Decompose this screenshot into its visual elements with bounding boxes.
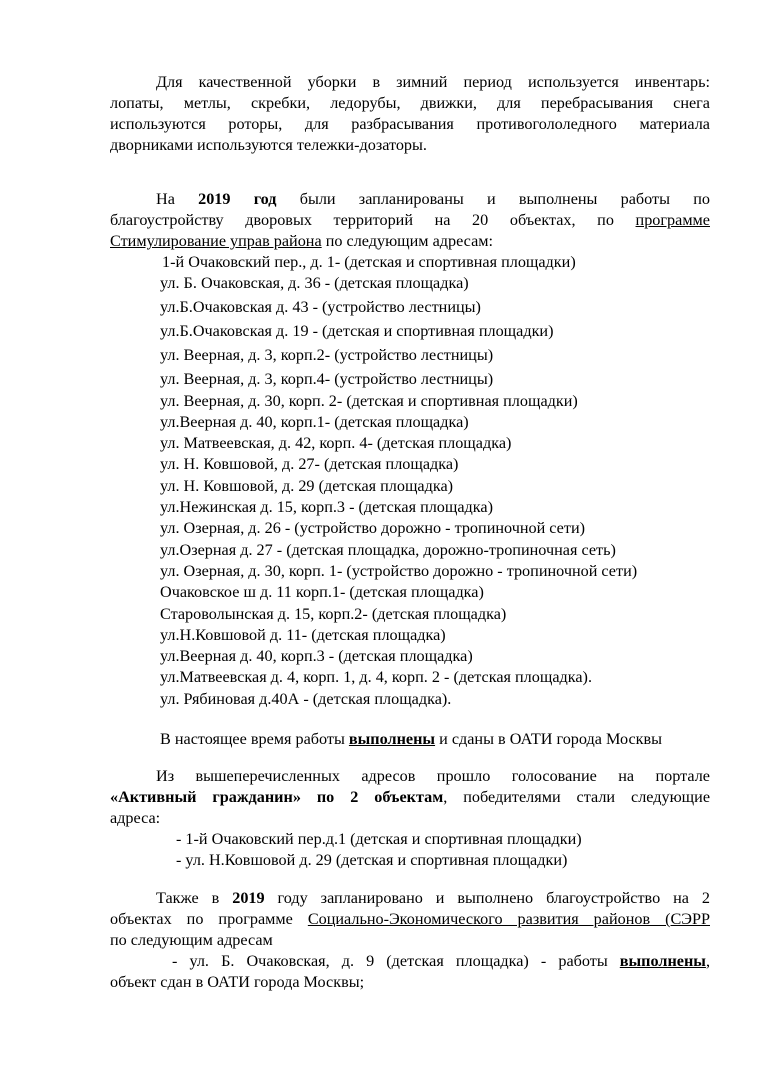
text-fragment: по следующим адресам: (321, 232, 493, 250)
paragraph-line: Из вышеперечисленных адресов прошло голосование на портале (156, 767, 710, 785)
list-item: ул. Н. Ковшовой, д. 29 (детская площадка) (160, 476, 454, 495)
text-fragment: были запланированы и выполнены работы по (276, 190, 710, 208)
list-item: ул.Веерная д. 40, корп.1- (детская площадка) (160, 412, 469, 431)
completed-bold: выполнены (619, 952, 706, 970)
text-fragment: , (705, 952, 710, 970)
list-item: ул. Веерная, д. 30, корп. 2- (детская и спортивная площадки) (160, 391, 578, 410)
text-fragment: В настоящее время работы (160, 730, 349, 748)
completed-bold: выполнены (348, 730, 436, 748)
paragraph-2019-works (110, 189, 710, 252)
text-fragment: объектах по программе (110, 910, 308, 928)
paragraph-line: используются роторы, для разбрасывания противогололедного материала (110, 115, 710, 133)
text-fragment: году запланировано и выполнено благоустройство на 2 (264, 889, 710, 907)
list-item: ул. Озерная, д. 26 - (устройство дорожно - тропиночной сети) (160, 519, 585, 538)
paragraph-line (110, 787, 710, 808)
program-underlined: программе (635, 211, 710, 229)
paragraph-line (110, 888, 710, 909)
paragraph-line: Для качественной уборки в зимний период используется инвентарь: (156, 73, 710, 91)
list-item: 1-й Очаковский пер., д. 1- (детская и спортивная площадки) (162, 253, 576, 271)
address-list (160, 252, 637, 710)
text-fragment: - ул. Б. Очаковская, д. 9 (детская площадка) - работы (172, 952, 620, 970)
list-item: ул. Б. Очаковская, д. 36 - (детская площадка) (160, 274, 469, 293)
text-fragment: , победителями стали следующие (443, 788, 710, 806)
list-item: ул.Озерная д. 27 - (детская площадка, дорожно-тропиночная сеть) (160, 540, 616, 559)
paragraph-line: дворниками используются тележки-дозаторы. (110, 136, 427, 154)
text-fragment: и сданы в ОАТИ города Москвы (435, 730, 663, 748)
text-fragment: На (156, 190, 199, 208)
list-item: ул. Озерная, д. 30, корп. 1- (устройство дорожно - тропиночной сети) (160, 561, 638, 580)
paragraph-line (110, 189, 710, 210)
year-bold: 2019 год (198, 190, 277, 208)
winner-item: - ул. Н.Ковшовой д. 29 (детская и спортивная площадки) (176, 851, 568, 869)
year-bold: 2019 (232, 889, 265, 907)
paragraph-line (110, 909, 710, 930)
paragraph-serr (110, 888, 710, 993)
list-item: ул.Нежинская д. 15, корп.3 - (детская площадка) (160, 498, 493, 517)
paragraph-line (110, 231, 710, 252)
list-item: ул. Веерная, д. 3, корп.2- (устройство лестницы) (160, 346, 494, 365)
list-item: ул. Н. Ковшовой, д. 27- (детская площадка) (160, 455, 459, 474)
list-item: ул. Рябиновая д.40А - (детская площадка). (160, 689, 452, 708)
text-fragment: благоустройству дворовых территорий на 20 объектах, по (110, 211, 636, 229)
portal-name-bold: «Активный гражданин» по 2 объектам (110, 788, 444, 806)
list-item: ул.Н.Ковшовой д. 11- (детская площадка) (160, 625, 446, 644)
list-item: Староволынская д. 15, корп.2- (детская площадка) (160, 604, 507, 623)
paragraph-line: адреса: (110, 809, 161, 827)
list-item: ул.Матвеевская д. 4, корп. 1, д. 4, корп. 2 - (детская площадка). (160, 668, 592, 687)
list-item: ул.Б.Очаковская д. 19 - (детская и спортивная площадки) (160, 322, 554, 341)
paragraph-line: объект сдан в ОАТИ города Москвы; (110, 973, 365, 991)
paragraph-line: по следующим адресам (110, 931, 273, 949)
paragraph-voting (110, 766, 710, 829)
paragraph-line (110, 951, 710, 972)
paragraph-status (160, 729, 662, 750)
text-fragment: Также в (156, 889, 233, 907)
list-item: ул.Б.Очаковская д. 43 - (устройство лестницы) (160, 298, 481, 317)
paragraph-winter-cleaning (110, 72, 710, 156)
program-name-underlined: Стимулирование управ района (110, 232, 322, 250)
program-underlined: Социально-Экономического развития районов (СЭРР (307, 910, 710, 928)
paragraph-line: лопаты, метлы, скребки, ледорубы, движки, для перебрасывания снега (110, 94, 710, 112)
list-item: ул.Веерная д. 40, корп.3 - (детская площадка) (160, 647, 473, 666)
winner-item: - 1-й Очаковский пер.д.1 (детская и спортивная площадки) (176, 830, 582, 848)
paragraph-line (110, 210, 710, 231)
list-item: ул. Веерная, д. 3, корп.4- (устройство лестницы) (160, 370, 494, 389)
list-item: ул. Матвеевская, д. 42, корп. 4- (детская площадка) (160, 434, 512, 453)
list-item: Очаковское ш д. 11 корп.1- (детская площадка) (160, 583, 484, 602)
